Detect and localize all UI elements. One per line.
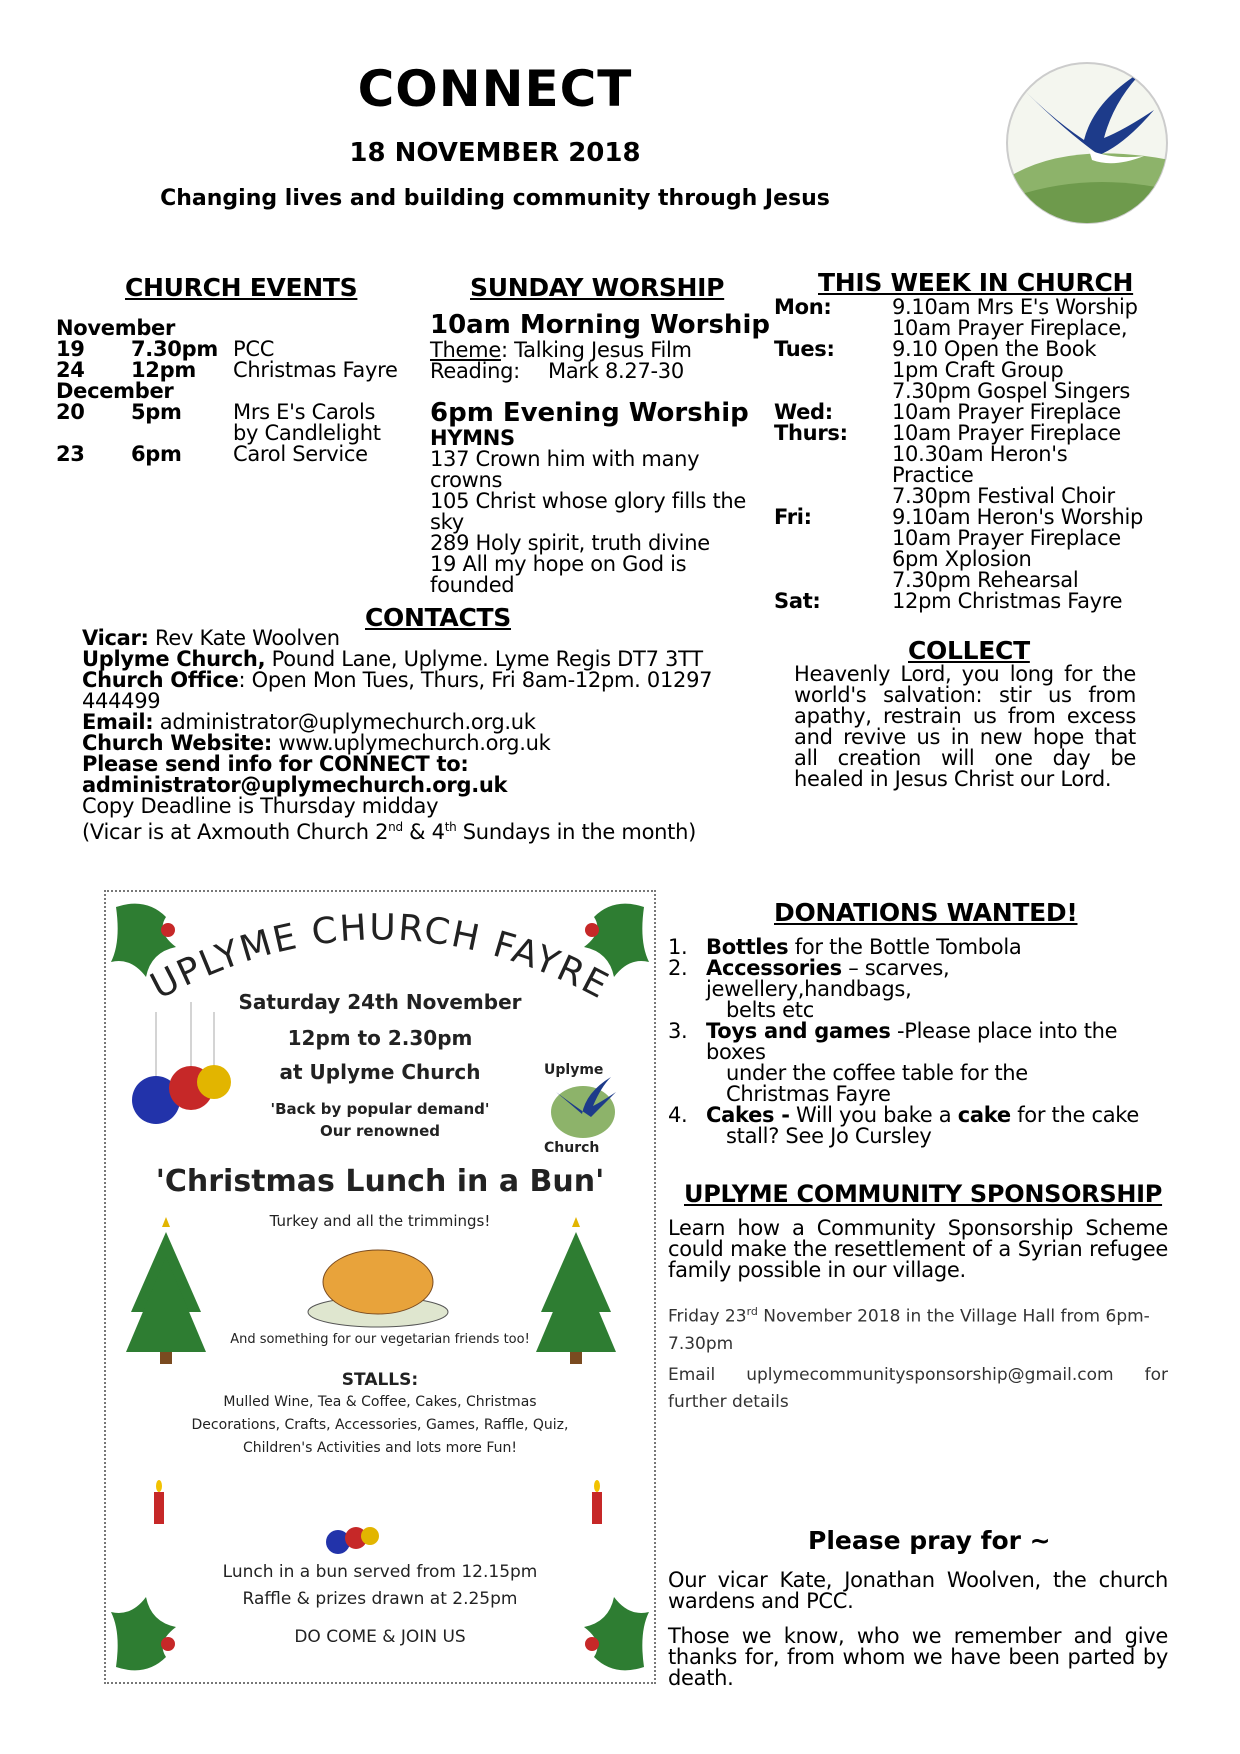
contacts-body xyxy=(82,628,782,843)
poster-join: DO COME & JOIN US xyxy=(294,1627,466,1647)
newsletter-date: 18 NOVEMBER 2018 xyxy=(349,138,641,168)
hymn-item: 289 Holy spirit, truth divine xyxy=(430,531,710,555)
church-label: Uplyme Church, xyxy=(82,647,266,671)
poster-stalls-line: Decorations, Crafts, Accessories, Games, Raffle, Quiz, xyxy=(191,1417,569,1433)
tagline: Changing lives and building community through Jesus xyxy=(160,186,830,211)
church-events-heading: CHURCH EVENTS xyxy=(125,273,358,302)
poster-renowned: Our renowned xyxy=(319,1122,441,1140)
donation-item: 1. Bottles for the Bottle Tombola xyxy=(668,935,1022,959)
vicar-axmouth-note: (Vicar is at Axmouth Church 2nd & 4th Sundays in the month) xyxy=(82,820,696,844)
hymn-item: 105 Christ whose glory fills the sky xyxy=(430,489,747,534)
week-item: 10am Prayer Fireplace, xyxy=(892,316,1128,340)
week-item: 10am Prayer Fireplace xyxy=(892,421,1121,445)
event-day: 24 xyxy=(56,358,85,382)
week-day-row xyxy=(774,402,1154,423)
sponsorship-when: Friday 23rd November 2018 in the Village Hall from 6pm-7.30pm xyxy=(668,1305,1150,1354)
sponsorship-intro: Learn how a Community Sponsorship Scheme could make the resettlement of a Syrian refugee family possible in our village. xyxy=(668,1216,1168,1282)
week-day-label: Tues: xyxy=(774,337,835,361)
church-address: Pound Lane, Uplyme. Lyme Regis DT7 3TT xyxy=(265,647,703,671)
poster-lunch-title: 'Christmas Lunch in a Bun' xyxy=(155,1164,605,1199)
poster-veg: And something for our vegetarian friends too! xyxy=(230,1332,530,1347)
donations-heading: DONATIONS WANTED! xyxy=(774,898,1078,927)
evening-worship-title: 6pm Evening Worship xyxy=(430,398,749,428)
poster-time: 12pm to 2.30pm xyxy=(287,1026,473,1050)
event-day: 20 xyxy=(56,400,85,424)
poster-place: at Uplyme Church xyxy=(279,1060,481,1084)
vicar-label: Vicar: xyxy=(82,626,149,650)
poster-logo-top: Uplyme xyxy=(544,1062,604,1078)
email-link[interactable]: administrator@uplymechurch.org.uk xyxy=(153,710,536,734)
this-week-list xyxy=(774,297,1154,612)
week-item: 10am Prayer Fireplace xyxy=(892,526,1121,550)
week-item: 12pm Christmas Fayre xyxy=(892,589,1123,613)
hymns-label: HYMNS xyxy=(430,426,515,450)
donation-item: 3. Toys and games -Please place into the boxes under the coffee table for the Christmas Fayre xyxy=(668,1019,1118,1106)
week-day-row xyxy=(774,591,1154,612)
swallow-logo xyxy=(1004,60,1170,230)
poster-date: Saturday 24th November xyxy=(238,990,522,1014)
office-label: Church Office xyxy=(82,668,239,692)
office-hours: : Open Mon Tues, Thurs, Fri 8am-12pm. 01297 444499 xyxy=(82,668,713,713)
sunday-worship-body xyxy=(430,310,770,596)
email-label: Email: xyxy=(82,710,154,734)
event-name: Carol Service xyxy=(233,442,368,466)
week-day-label: Sat: xyxy=(774,589,821,613)
event-day: 23 xyxy=(56,442,85,466)
event-day: 19 xyxy=(56,337,85,361)
reading-label: Reading: xyxy=(430,359,520,383)
poster-stalls-line: Children's Activities and lots more Fun! xyxy=(243,1440,517,1456)
poster-turkey: Turkey and all the trimmings! xyxy=(269,1212,491,1230)
event-time: 7.30pm xyxy=(131,337,218,361)
week-day-row xyxy=(774,507,1154,591)
week-day-label: Wed: xyxy=(774,400,833,424)
week-day-row xyxy=(774,423,1154,507)
website-label: Church Website: xyxy=(82,731,272,755)
morning-worship-title: 10am Morning Worship xyxy=(430,310,770,340)
week-day-label: Mon: xyxy=(774,295,832,319)
poster-served: Lunch in a bun served from 12.15pm xyxy=(222,1562,538,1582)
week-item: 9.10 Open the Book xyxy=(892,337,1097,361)
website-link[interactable]: www.uplymechurch.org.uk xyxy=(271,731,551,755)
candle-icon xyxy=(154,1480,602,1554)
contacts-heading: CONTACTS xyxy=(365,603,511,632)
week-day-label: Fri: xyxy=(774,505,812,529)
sponsorship-heading: UPLYME COMMUNITY SPONSORSHIP xyxy=(684,1180,1163,1208)
week-item: 7.30pm Rehearsal xyxy=(892,568,1079,592)
month-label: December xyxy=(56,379,174,403)
poster-logo-bottom: Church xyxy=(544,1140,600,1156)
week-day-row xyxy=(774,297,1154,339)
event-row xyxy=(56,444,416,465)
sunday-worship-heading: SUNDAY WORSHIP xyxy=(470,273,725,302)
event-name: Mrs E's Carols by Candlelight xyxy=(233,400,381,445)
hymn-item: 19 All my hope on God is founded xyxy=(430,552,687,597)
week-item: 7.30pm Gospel Singers xyxy=(892,379,1131,403)
collect-text: Heavenly Lord, you long for the world's salvation: stir us from apathy, restrain us from excess and revive us in new hope that all creation will one day be healed in Jesus Christ our Lord. xyxy=(794,662,1136,791)
month-label: November xyxy=(56,316,176,340)
fayre-poster xyxy=(104,890,656,1684)
donation-item: 2. Accessories – scarves, jewellery,handbags, belts etc xyxy=(668,956,950,1022)
week-day-label: Thurs: xyxy=(774,421,848,445)
event-time: 6pm xyxy=(131,442,182,466)
event-name: PCC xyxy=(233,337,275,361)
event-row xyxy=(56,402,416,444)
reading-value: Mark 8.27-30 xyxy=(548,359,684,383)
poster-back: 'Back by popular demand' xyxy=(270,1100,490,1118)
poster-stalls-label: STALLS: xyxy=(341,1370,419,1390)
poster-stalls-line: Mulled Wine, Tea & Coffee, Cakes, Christmas xyxy=(223,1394,537,1410)
event-name: Christmas Fayre xyxy=(233,358,398,382)
turkey-icon xyxy=(308,1250,448,1327)
event-time: 12pm xyxy=(131,358,196,382)
theme-label: Theme xyxy=(430,338,501,362)
week-item: 6pm Xplosion xyxy=(892,547,1032,571)
copy-deadline: Copy Deadline is Thursday midday xyxy=(82,794,439,818)
pray-heading: Please pray for ~ xyxy=(808,1526,1051,1555)
newsletter-title: CONNECT xyxy=(357,60,633,118)
week-item: 10.30am Heron's Practice xyxy=(892,442,1068,487)
pray-paragraph: Our vicar Kate, Jonathan Woolven, the church wardens and PCC. xyxy=(668,1568,1168,1613)
send-info-email[interactable]: administrator@uplymechurch.org.uk xyxy=(82,773,508,797)
pray-paragraph: Those we know, who we remember and give thanks for, from whom we have been parted by death. xyxy=(668,1624,1168,1690)
donations-list xyxy=(668,937,1148,1147)
week-item: 1pm Craft Group xyxy=(892,358,1064,382)
week-item: 7.30pm Festival Choir xyxy=(892,484,1115,508)
svg-text:UPLYME CHURCH FAYRE: UPLYME CHURCH FAYRE xyxy=(144,907,616,1008)
poster-raffle: Raffle & prizes drawn at 2.25pm xyxy=(242,1589,518,1609)
event-time: 5pm xyxy=(131,400,182,424)
send-info-label: Please send info for CONNECT to: xyxy=(82,752,469,776)
hymn-item: 137 Crown him with many crowns xyxy=(430,447,700,492)
week-item: 9.10am Mrs E's Worship xyxy=(892,295,1138,319)
week-item: 9.10am Heron's Worship xyxy=(892,505,1144,529)
event-row xyxy=(56,339,416,360)
church-events-list xyxy=(56,318,416,465)
collect-heading: COLLECT xyxy=(908,636,1030,665)
week-day-row xyxy=(774,339,1154,402)
this-week-heading: THIS WEEK IN CHURCH xyxy=(818,268,1134,297)
donation-item: 4. Cakes - Will you bake a cake for the cake stall? See Jo Cursley xyxy=(668,1103,1140,1148)
vicar-value: Rev Kate Woolven xyxy=(148,626,340,650)
week-item: 10am Prayer Fireplace xyxy=(892,400,1121,424)
event-row xyxy=(56,360,416,381)
sponsorship-email[interactable]: Email uplymecommunitysponsorship@gmail.com for further details xyxy=(668,1365,1168,1412)
theme-value: : Talking Jesus Film xyxy=(500,338,692,362)
